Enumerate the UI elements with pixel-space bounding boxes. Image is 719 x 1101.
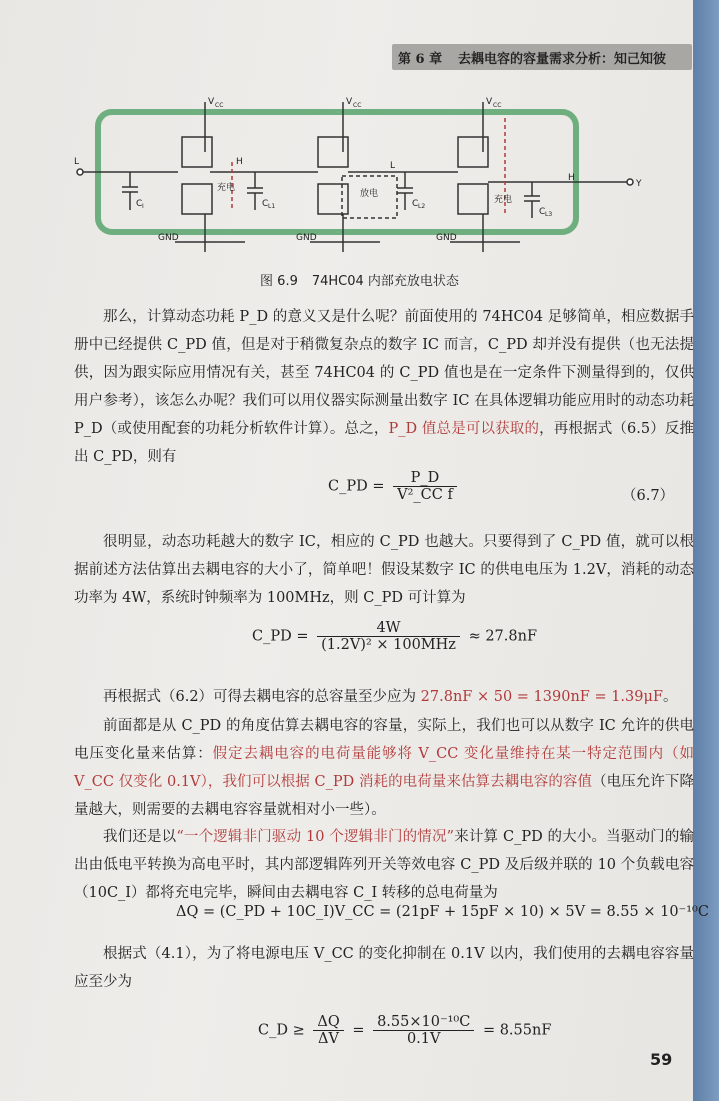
chapter-number: 第 6 章 bbox=[398, 52, 443, 67]
output-label: Y bbox=[636, 179, 642, 189]
svg-text:CC: CC bbox=[215, 102, 224, 109]
stage1-nmos bbox=[182, 184, 212, 214]
stage1-pmos bbox=[182, 137, 212, 167]
svg-text:L1: L1 bbox=[268, 203, 276, 210]
gnd-label-1: GND bbox=[158, 233, 179, 243]
circuit-diagram bbox=[60, 92, 690, 292]
input-node bbox=[77, 169, 83, 175]
paragraph-2: 很明显，动态功耗越大的数字 IC，相应的 C_PD 也越大。只要得到了 C_PD 值，就可以根据前述方法估算出去耦电容的大小了，简单吧！假设某数字 IC 的供电电压为 1.2V，消耗的动态功率为 4W，系统时钟频率为 100MHz，则 C_PD 可计算为 bbox=[74, 534, 694, 606]
svg-text:C: C bbox=[412, 199, 419, 209]
stage1-vcc-label: V bbox=[208, 97, 215, 107]
svg-text:CC: CC bbox=[353, 102, 362, 109]
paragraph-1: 那么，计算动态功耗 P_D 的意义又是什么呢？前面使用的 74HC04 足够简单，相应数据手册中已经提供 C_PD 值，但是对于稍微复杂点的数字 IC 而言，C_PD 却并没有提供（也无法提供，因为跟实际应用情况有关，甚至 74HC04 的 C_PD 值也是在一定条件下测量得到的，仅供用户参考），该怎么办呢？我们可以用仪器实际测量出数字 IC 在具体逻辑功能应用时的动态功耗 P_D（或使用配套的功耗分析软件计算）。总之，P_D 值总是可以获取的，再根据式（6.5）反推出 C_PD，则有 bbox=[74, 309, 694, 465]
svg-text:I: I bbox=[142, 203, 144, 210]
figure-caption-text: 74HC04 内部充放电状态 bbox=[311, 274, 459, 289]
svg-text:C: C bbox=[262, 199, 269, 209]
discharge-label: 放电 bbox=[360, 189, 379, 199]
input-label: L bbox=[74, 157, 80, 167]
equation-cpd-calc: C_PD = $\frac{4W}{\text{(1.2V)² × 100MHz}}$ ≈ 27.8nF bbox=[252, 620, 538, 653]
gnd-label-3: GND bbox=[436, 233, 457, 243]
paragraph-6: 根据式（4.1），为了将电源电压 V_CC 的变化抑制在 0.1V 以内，我们使用的去耦电容容量应至少为 bbox=[74, 946, 694, 990]
stage2-vcc-label: V bbox=[346, 97, 353, 107]
paragraph-3: 再根据式（6.2）可得去耦电容的总容量至少应为 27.8nF × 50 = 1390nF = 1.39μF。 bbox=[103, 689, 678, 705]
svg-text:CC: CC bbox=[493, 102, 502, 109]
figure-number: 图 6.9 bbox=[260, 274, 298, 289]
equation-number: （6.7） bbox=[622, 488, 675, 504]
stage3-vcc-label: V bbox=[486, 97, 493, 107]
node-l-label: L bbox=[390, 161, 396, 171]
node-h-label: H bbox=[236, 157, 243, 167]
node-h2-label: H bbox=[568, 173, 575, 183]
running-header bbox=[392, 44, 692, 70]
svg-text:C: C bbox=[136, 199, 143, 209]
equation-delta-q: ΔQ = (C_PD + 10C_I)V_CC = (21pF + 15pF × 10) × 5V = 8.55 × 10⁻¹⁰C bbox=[176, 904, 709, 920]
paragraph-4: 前面都是从 C_PD 的角度估算去耦电容的容量，实际上，我们也可以从数字 IC 允许的供电电压变化量来估算：假定去耦电容的电荷量能够将 V_CC 变化量维持在某一特定范围内（如 V_CC 仅变化 0.1V），我们可以根据 C_PD 消耗的电荷量来估算去耦电容的容值（电压允许下降量越大，则需要的去耦电容容量就相对小一些）。 bbox=[74, 718, 694, 818]
gnd-label-2: GND bbox=[296, 233, 317, 243]
svg-text:L2: L2 bbox=[418, 203, 426, 210]
charge-label-2: 充电 bbox=[494, 195, 513, 205]
svg-text:L3: L3 bbox=[545, 211, 553, 218]
equation-cd: C_D ≥ $\frac{\Delta Q}{\Delta V}$ = $\frac{\text{8.55×10⁻¹⁰C}}{0.1V}$ = 8.55nF bbox=[258, 1014, 552, 1047]
paragraph-5: 我们还是以“一个逻辑非门驱动 10 个逻辑非门的情况”来计算 C_PD 的大小。当驱动门的输出由低电平转换为高电平时，其内部逻辑阵列开关等效电容 C_PD 及后级并联的 10 个负载电容（10C_I）都将充电完毕，瞬间由去耦电容 C_I 转移的总电荷量为 bbox=[74, 829, 694, 901]
charge-label-1: 充电 bbox=[217, 183, 236, 193]
svg-text:C: C bbox=[539, 207, 546, 217]
equation-6-7: C_PD = $\frac{P\_D}{\text{V²\_CC f}}$ bbox=[328, 470, 461, 503]
page-number: 59 bbox=[650, 1050, 673, 1069]
page-edge-tab bbox=[693, 0, 719, 1101]
chapter-title: 去耦电容的容量需求分析：知己知彼 bbox=[458, 52, 667, 67]
figure-caption bbox=[0, 270, 719, 289]
